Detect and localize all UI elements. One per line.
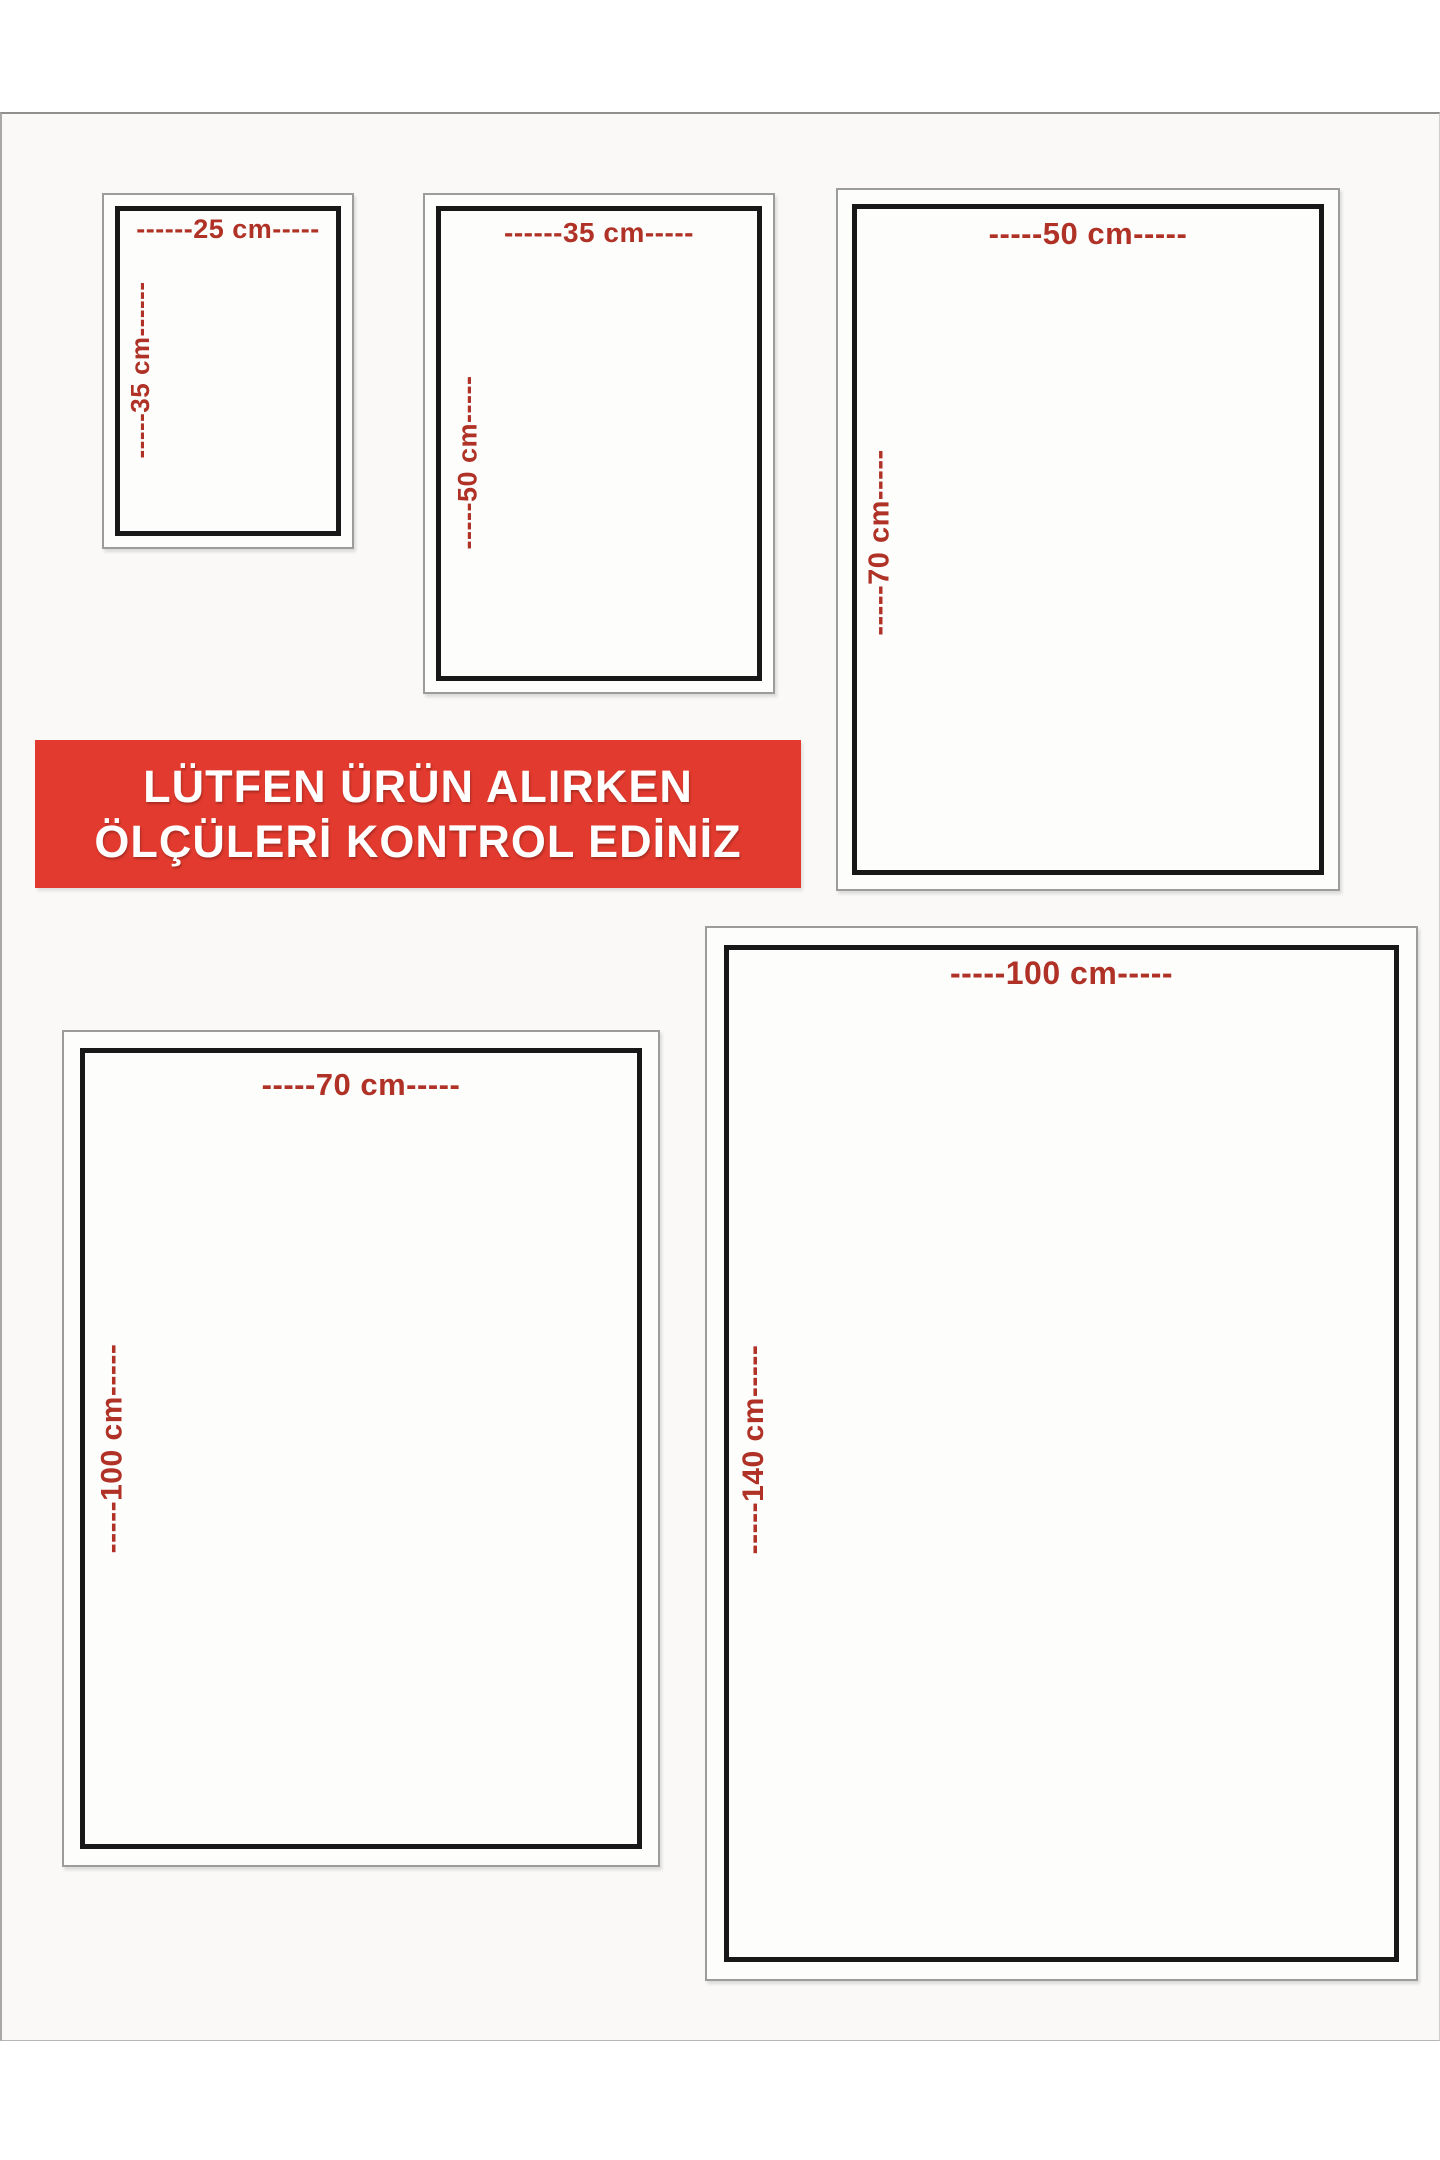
height-label: -----100 cm----- [95, 1343, 129, 1554]
size-box-25x35 [102, 193, 354, 549]
width-label: -----70 cm----- [261, 1067, 461, 1102]
height-label: -----50 cm----- [452, 375, 483, 550]
width-label: -----100 cm----- [949, 955, 1174, 991]
banner-line-1: LÜTFEN ÜRÜN ALIRKEN [143, 761, 693, 812]
size-box-70x100 [62, 1030, 660, 1867]
width-label: -----50 cm----- [988, 216, 1188, 251]
width-label: ------35 cm----- [504, 217, 694, 248]
inner-frame [724, 945, 1399, 1962]
inner-frame [852, 204, 1324, 875]
banner-line-2: ÖLÇÜLERİ KONTROL EDİNİZ [94, 816, 742, 867]
inner-frame [436, 206, 762, 681]
size-box-50x70 [836, 188, 1340, 891]
inner-frame [80, 1048, 642, 1849]
warning-banner [35, 740, 801, 888]
height-label: -----35 cm------ [125, 281, 155, 459]
height-label: -----140 cm----- [737, 1344, 770, 1555]
height-label: -----70 cm----- [863, 449, 896, 636]
width-label: ------25 cm----- [136, 214, 320, 244]
size-box-100x140 [705, 926, 1418, 1981]
size-box-35x50 [423, 193, 775, 694]
